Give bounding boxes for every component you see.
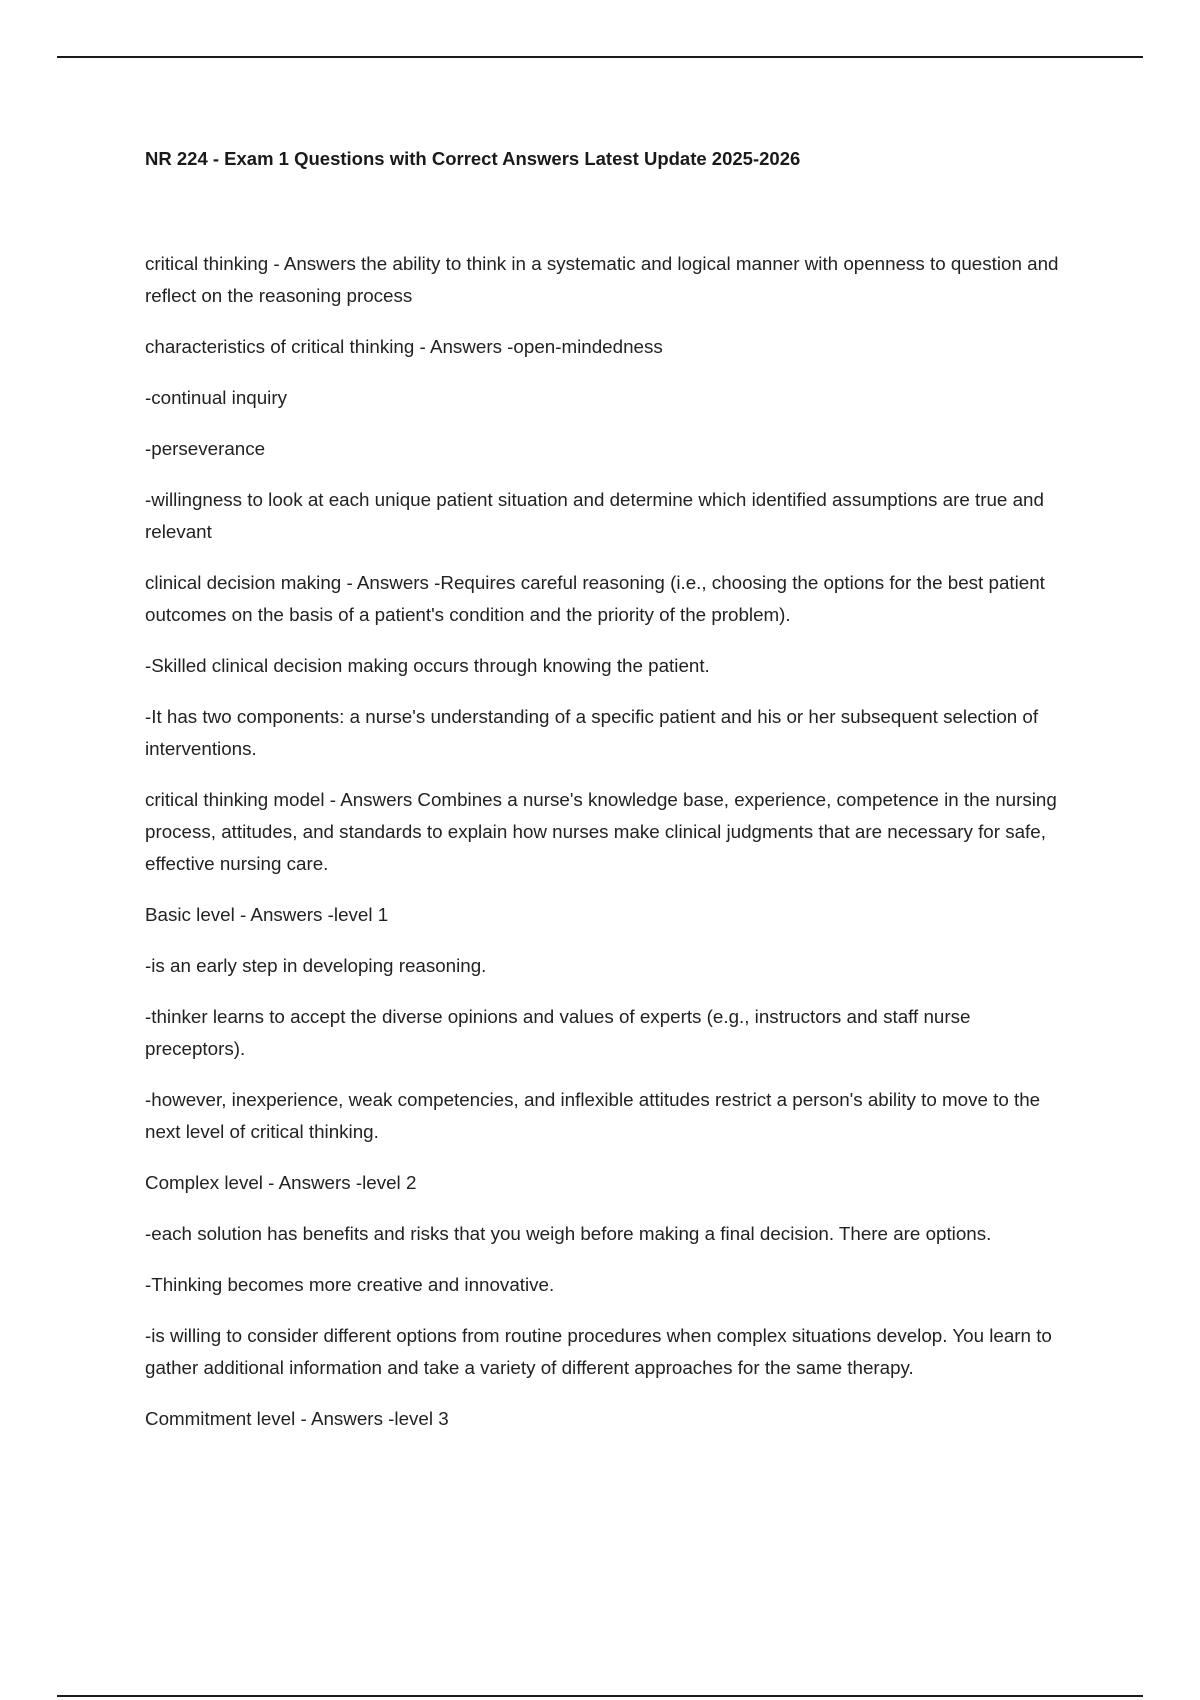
paragraph-knowing-patient: -Skilled clinical decision making occurs through knowing the patient. (145, 655, 710, 676)
paragraph-critical-thinking-model: critical thinking model - Answers Combines a nurse's knowledge base, experience, competence in the nursing process, attitudes, and standards to explain how nurses make clinical judgments that are necessary for safe, effective nursing care. (145, 789, 1057, 874)
paragraph-commitment-level: Commitment level - Answers -level 3 (145, 1408, 449, 1429)
paragraph-two-components: -It has two components: a nurse's understanding of a specific patient and his or her subsequent selection of interventions. (145, 706, 1039, 759)
paragraph-inexperience: -however, inexperience, weak competencies, and inflexible attitudes restrict a person's ability to move to the next level of critical thinking. (145, 1089, 1041, 1142)
paragraph-characteristics: characteristics of critical thinking - Answers -open-mindedness (145, 336, 663, 357)
paragraph-willingness: -willingness to look at each unique patient situation and determine which identified assumptions are true and relevant (145, 489, 1044, 542)
document-body (145, 248, 1075, 1454)
paragraph-basic-level: Basic level - Answers -level 1 (145, 904, 389, 925)
paragraph-continual-inquiry: -continual inquiry (145, 387, 287, 408)
paragraph-clinical-decision-making: clinical decision making - Answers -Requires careful reasoning (i.e., choosing the options for the best patient outcomes on the basis of a patient's condition and the priority of the problem). (145, 572, 1045, 625)
top-divider (57, 56, 1143, 58)
paragraph-diverse-opinions: -thinker learns to accept the diverse opinions and values of experts (e.g., instructors and staff nurse preceptors). (145, 1006, 971, 1059)
paragraph-complex-level: Complex level - Answers -level 2 (145, 1172, 417, 1193)
paragraph-different-options: -is willing to consider different options from routine procedures when complex situations develop. You learn to gather additional information and take a variety of different approaches for the same therapy. (145, 1325, 1052, 1378)
document-title: NR 224 - Exam 1 Questions with Correct Answers Latest Update 2025-2026 (145, 148, 801, 169)
paragraph-creative-thinking: -Thinking becomes more creative and innovative. (145, 1274, 555, 1295)
bottom-divider (57, 1695, 1143, 1697)
paragraph-benefits-risks: -each solution has benefits and risks that you weigh before making a final decision. There are options. (145, 1223, 992, 1244)
paragraph-early-step: -is an early step in developing reasoning. (145, 955, 487, 976)
paragraph-perseverance: -perseverance (145, 438, 266, 459)
paragraph-critical-thinking: critical thinking - Answers the ability to think in a systematic and logical manner with openness to question and reflect on the reasoning process (145, 253, 1059, 306)
